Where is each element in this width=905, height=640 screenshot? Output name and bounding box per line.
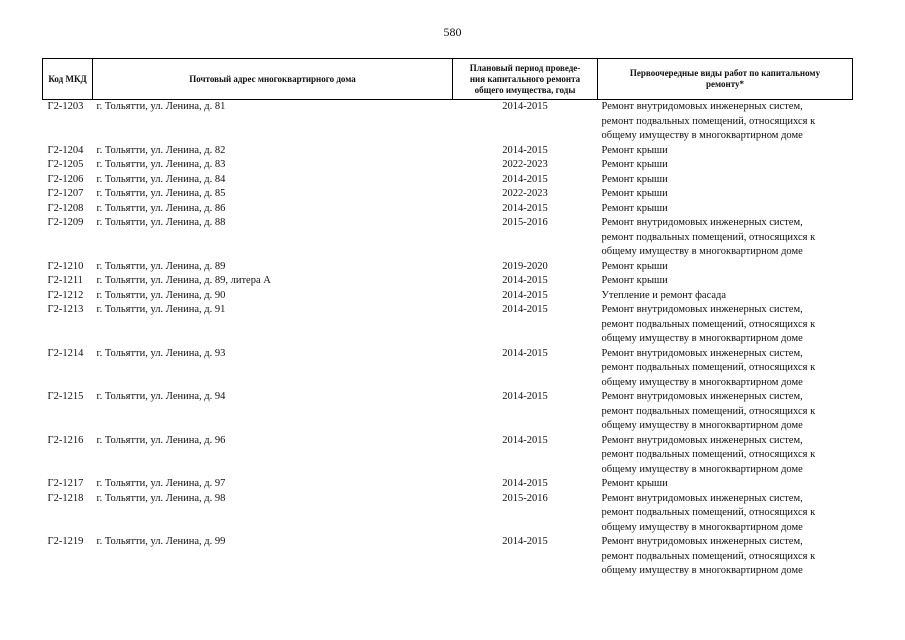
row-works-line: Ремонт внутридомовых инженерных систем, — [601, 434, 803, 446]
row-works-line: ремонт подвальных помещений, относящихся к — [601, 550, 816, 562]
table-row — [43, 390, 853, 434]
row-period: 2014-2015 — [502, 304, 548, 315]
row-works — [598, 289, 853, 304]
row-period: 2014-2015 — [502, 536, 548, 547]
row-works-line: общему имуществу в многоквартирном доме — [601, 376, 803, 388]
row-code: Г2-1204 — [47, 144, 84, 156]
table-row — [43, 216, 853, 260]
header-works-line: ремонту* — [706, 79, 744, 89]
row-works — [598, 100, 853, 144]
row-works-line: общему имуществу в многоквартирном доме — [601, 333, 803, 344]
header-address: Почтовый адрес многоквартирного дома — [93, 59, 453, 100]
row-code: Г2-1208 — [47, 202, 84, 214]
row-works — [598, 535, 853, 579]
row-works — [598, 173, 853, 188]
row-works — [598, 390, 853, 434]
header-works — [598, 59, 853, 100]
row-address: г. Тольятти, ул. Ленина, д. 86 — [96, 202, 226, 214]
row-works — [598, 274, 853, 289]
table-row — [43, 477, 853, 492]
row-works-line: Ремонт крыши — [601, 275, 668, 286]
table-row — [43, 100, 853, 144]
row-code: Г2-1210 — [47, 260, 84, 272]
row-code: Г2-1215 — [47, 391, 84, 402]
row-address: г. Тольятти, ул. Ленина, д. 98 — [96, 492, 226, 504]
row-address: г. Тольятти, ул. Ленина, д. 83 — [96, 159, 226, 170]
row-period: 2022-2023 — [502, 188, 548, 199]
row-code: Г2-1213 — [47, 304, 84, 315]
row-period: 2014-2015 — [502, 347, 548, 359]
row-works-line: Ремонт крыши — [601, 188, 668, 199]
row-works — [598, 477, 853, 492]
row-works-line: ремонт подвальных помещений, относящихся к — [601, 507, 816, 518]
header-period-line: общего имущества, годы — [474, 84, 576, 95]
row-address: г. Тольятти, ул. Ленина, д. 97 — [96, 478, 226, 489]
row-address: г. Тольятти, ул. Ленина, д. 90 — [96, 289, 226, 301]
row-code: Г2-1207 — [47, 188, 84, 199]
table-row — [43, 347, 853, 391]
row-code: Г2-1203 — [47, 101, 84, 112]
row-address: г. Тольятти, ул. Ленина, д. 89 — [96, 260, 226, 272]
table-row — [43, 289, 853, 304]
row-period: 2014-2015 — [502, 101, 548, 112]
row-works — [598, 158, 853, 173]
row-period: 2014-2015 — [502, 434, 548, 446]
row-works-line: ремонт подвальных помещений, относящихся к — [601, 318, 816, 330]
row-works-line: Ремонт крыши — [601, 202, 668, 214]
row-code: Г2-1211 — [47, 275, 83, 286]
row-period: 2014-2015 — [502, 289, 548, 301]
row-period: 2014-2015 — [502, 202, 548, 214]
row-works-line: Ремонт внутридомовых инженерных систем, — [601, 391, 803, 402]
capital-repair-table — [42, 58, 853, 579]
row-address: г. Тольятти, ул. Ленина, д. 84 — [96, 173, 226, 185]
header-period — [453, 59, 598, 100]
row-works-line: Ремонт внутридомовых инженерных систем, — [601, 304, 803, 315]
row-works-line: Ремонт внутридомовых инженерных систем, — [601, 217, 803, 228]
row-period: 2014-2015 — [502, 391, 548, 402]
row-works-line: ремонт подвальных помещений, относящихся к — [601, 449, 816, 460]
row-period: 2014-2015 — [502, 478, 548, 489]
row-period: 2014-2015 — [502, 275, 548, 286]
row-works-line: Ремонт крыши — [601, 260, 668, 272]
row-works-line: Ремонт крыши — [601, 478, 668, 489]
row-works — [598, 347, 853, 391]
table-body — [43, 100, 853, 579]
row-works-line: Ремонт внутридомовых инженерных систем, — [601, 492, 803, 504]
table-row — [43, 260, 853, 275]
row-works — [598, 144, 853, 159]
row-address: г. Тольятти, ул. Ленина, д. 99 — [96, 536, 226, 547]
row-works-line: общему имуществу в многоквартирном доме — [601, 521, 803, 533]
row-works-line: ремонт подвальных помещений, относящихся к — [601, 115, 816, 127]
table-row — [43, 274, 853, 289]
table-row — [43, 303, 853, 347]
table-row — [43, 492, 853, 536]
row-works-line: общему имуществу в многоквартирном доме — [601, 420, 803, 431]
row-works — [598, 187, 853, 202]
row-code: Г2-1217 — [47, 478, 84, 489]
row-period: 2014-2015 — [502, 173, 548, 185]
row-address: г. Тольятти, ул. Ленина, д. 96 — [96, 434, 226, 446]
row-works — [598, 492, 853, 536]
row-works — [598, 434, 853, 478]
row-works — [598, 216, 853, 260]
row-address: г. Тольятти, ул. Ленина, д. 85 — [96, 188, 226, 199]
row-address: г. Тольятти, ул. Ленина, д. 88 — [96, 217, 226, 228]
table-row — [43, 144, 853, 159]
row-works-line: Ремонт внутридомовых инженерных систем, — [601, 347, 803, 359]
row-code: Г2-1212 — [47, 289, 84, 301]
row-works-line: ремонт подвальных помещений, относящихся к — [601, 405, 816, 417]
row-works — [598, 303, 853, 347]
row-code: Г2-1214 — [47, 347, 84, 359]
row-works-line: ремонт подвальных помещений, относящихся к — [601, 362, 816, 373]
row-works-line: Ремонт крыши — [601, 173, 668, 185]
table-row — [43, 158, 853, 173]
row-period: 2019-2020 — [502, 260, 548, 272]
table-row — [43, 202, 853, 217]
row-works-line: Ремонт крыши — [601, 144, 668, 156]
row-code: Г2-1216 — [47, 434, 84, 446]
row-code: Г2-1206 — [47, 173, 84, 185]
row-code: Г2-1218 — [47, 492, 84, 504]
row-works-line: общему имуществу в многоквартирном доме — [601, 565, 803, 576]
header-period-line: Плановый период проведе- — [469, 62, 581, 73]
row-address: г. Тольятти, ул. Ленина, д. 89, литера А — [96, 275, 271, 286]
table-row — [43, 434, 853, 478]
table-row — [43, 535, 853, 579]
row-period: 2022-2023 — [502, 159, 548, 170]
row-address: г. Тольятти, ул. Ленина, д. 93 — [96, 347, 226, 359]
row-period: 2014-2015 — [502, 144, 548, 156]
row-works-line: Ремонт внутридомовых инженерных систем, — [601, 536, 803, 547]
header-works-line: Первоочередные виды работ по капитальному — [629, 68, 821, 78]
row-works-line: Ремонт внутридомовых инженерных систем, — [601, 101, 803, 112]
header-code: Код МКД — [43, 59, 93, 100]
row-address: г. Тольятти, ул. Ленина, д. 82 — [96, 144, 226, 156]
table-row — [43, 187, 853, 202]
header-period-line: ния капитального ремонта — [469, 73, 581, 84]
row-period: 2015-2016 — [502, 217, 548, 228]
page-number: 580 — [443, 25, 462, 39]
row-code: Г2-1219 — [47, 536, 84, 547]
row-works — [598, 202, 853, 217]
row-works-line: общему имуществу в многоквартирном доме — [601, 463, 803, 475]
row-works — [598, 260, 853, 275]
row-works-line: общему имуществу в многоквартирном доме — [601, 130, 803, 141]
row-code: Г2-1205 — [47, 159, 84, 170]
row-works-line: ремонт подвальных помещений, относящихся к — [601, 231, 816, 243]
row-period: 2015-2016 — [502, 492, 548, 504]
row-works-line: Утепление и ремонт фасада — [601, 289, 727, 301]
row-address: г. Тольятти, ул. Ленина, д. 81 — [96, 101, 226, 112]
row-works-line: общему имуществу в многоквартирном доме — [601, 246, 803, 257]
table-header-row — [43, 59, 853, 100]
row-address: г. Тольятти, ул. Ленина, д. 91 — [96, 304, 226, 315]
row-address: г. Тольятти, ул. Ленина, д. 94 — [96, 391, 226, 402]
row-works-line: Ремонт крыши — [601, 159, 668, 170]
table-row — [43, 173, 853, 188]
row-code: Г2-1209 — [47, 217, 84, 228]
